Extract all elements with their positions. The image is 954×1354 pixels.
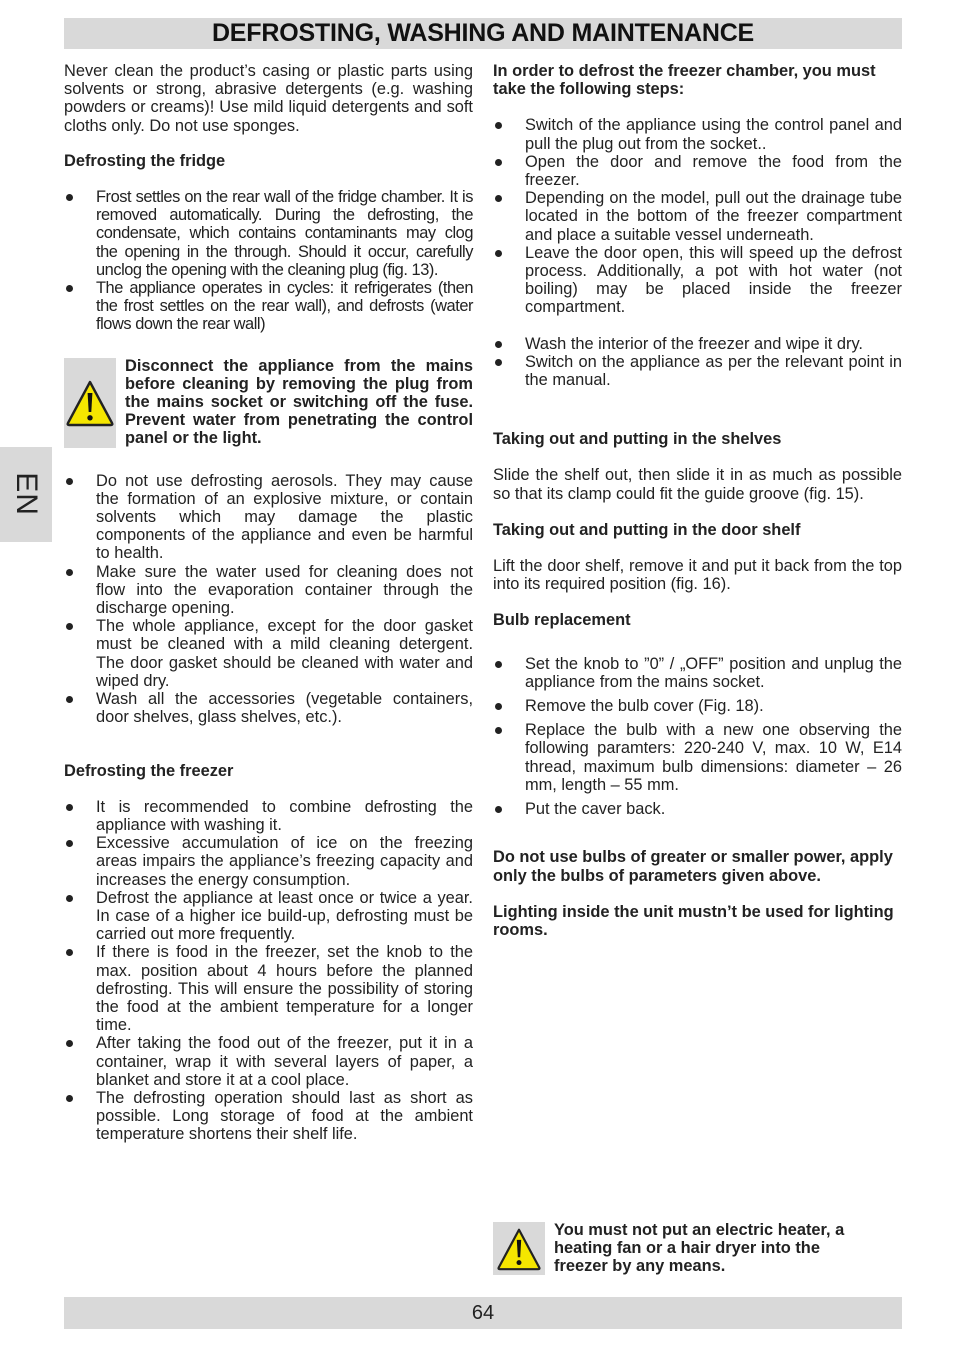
left-column xyxy=(64,62,473,1144)
freezer-heading: Defrosting the freezer xyxy=(64,761,234,780)
steps-intro: In order to defrost the freezer chamber, you must take the following steps: xyxy=(493,62,876,99)
language-label: EN xyxy=(10,472,44,517)
list-item: Excessive accumulation of ice on the freezing areas impairs the appliance’s freezing capacity and increases the energy consumption. xyxy=(64,834,473,889)
list-item: Defrost the appliance at least once or twice a year. In case of a higher ice build-up, defrosting must be carried out more frequently. xyxy=(64,889,473,944)
fridge-heading: Defrosting the fridge xyxy=(64,151,226,170)
defrost-steps-list-2 xyxy=(493,335,902,390)
defrost-steps-list xyxy=(493,116,902,316)
list-item: Wash all the accessories (vegetable containers, door shelves, glass shelves, etc.). xyxy=(64,690,473,726)
page-footer xyxy=(64,1297,902,1329)
intro-paragraph: Never clean the product’s casing or plastic parts using solvents or strong, abrasive detergents (e.g. washing powders or creams)! Use mild liquid detergents and soft cloths only. Do not use sponges. xyxy=(64,62,473,135)
list-item: Replace the bulb with a new one observing the following paramters: 220-240 V, max. 10 W, E14 thread, maximum bulb dimensions: diameter – 26 mm, length – 55 mm. xyxy=(493,721,902,794)
list-item: Put the caver back. xyxy=(493,800,902,818)
list-item: After taking the food out of the freezer, put it in a container, wrap it with several layers of paper, a blanket and store it at a cool place. xyxy=(64,1034,473,1089)
warning-triangle-icon xyxy=(496,1227,542,1271)
list-item: Depending on the model, pull out the drainage tube located in the bottom of the freezer compartment and place a suitable vessel underneath. xyxy=(493,189,902,244)
list-item: Make sure the water used for cleaning does not flow into the evaporation container through the discharge opening. xyxy=(64,563,473,618)
list-item: Do not use defrosting aerosols. They may cause the formation of an explosive mixture, or contain solvents which may damage the plastic components of the appliance and even be harmful to health. xyxy=(64,472,473,563)
list-item: Switch on the appliance as per the relevant point in the manual. xyxy=(493,353,902,389)
list-item: Open the door and remove the food from the freezer. xyxy=(493,153,902,189)
language-tab xyxy=(0,447,52,542)
page-header xyxy=(64,18,902,49)
warning-text: You must not put an electric heater, a heating fan or a hair dryer into the freezer by any means. xyxy=(554,1221,845,1276)
freezer-list xyxy=(64,798,473,1144)
list-item: Switch of the appliance using the control panel and pull the plug out from the socket.. xyxy=(493,116,902,152)
list-item: Frost settles on the rear wall of the fridge chamber. It is removed automatically. During the defrosting, the condensate, which contains contaminants may clog the opening in the through. Should it occur, carefully unclog the opening with the cleaning plug (fig. 13). xyxy=(64,188,473,279)
cleaning-list xyxy=(64,472,473,727)
list-item: It is recommended to combine defrosting the appliance with washing it. xyxy=(64,798,473,834)
door-shelf-heading: Taking out and putting in the door shelf xyxy=(493,520,801,539)
warning-box xyxy=(64,358,116,448)
heater-warning xyxy=(493,1222,902,1276)
right-column xyxy=(493,62,902,939)
list-item: The appliance operates in cycles: it refrigerates (then the frost settles on the rear wall), and defrosts (water flows down the rear wall) xyxy=(64,279,473,334)
warning-triangle-icon xyxy=(65,379,115,427)
list-item: The defrosting operation should last as short as possible. Long storage of food at the ambient temperature shortens their shelf life. xyxy=(64,1089,473,1144)
bulb-heading: Bulb replacement xyxy=(493,611,631,630)
page-title: DEFROSTING, WASHING AND MAINTENANCE xyxy=(211,19,755,47)
list-item: Set the knob to ”0” / „OFF” position and unplug the appliance from the mains socket. xyxy=(493,655,902,691)
list-item: Wash the interior of the freezer and wipe it dry. xyxy=(493,335,902,353)
door-shelf-text: Lift the door shelf, remove it and put it back from the top into its required position (fig. 16). xyxy=(493,557,902,594)
bulb-note-power: Do not use bulbs of greater or smaller power, apply only the bulbs of parameters given above. xyxy=(493,848,893,885)
list-item: The whole appliance, except for the door gasket must be cleaned with a mild cleaning detergent. The door gasket should be cleaned with water and wiped dry. xyxy=(64,617,473,690)
list-item: Leave the door open, this will speed up the defrost process. Additionally, a pot with hot water (not boiling) may be placed inside the freezer compartment. xyxy=(493,244,902,317)
bulb-note-lighting: Lighting inside the unit mustn’t be used for lighting rooms. xyxy=(493,902,894,939)
list-item: If there is food in the freezer, set the knob to the max. position about 4 hours before the planned defrosting. This will ensure the possibility of storing the food at the ambient temperature for a longer time. xyxy=(64,943,473,1034)
warning-box xyxy=(493,1222,545,1275)
list-item: Remove the bulb cover (Fig. 18). xyxy=(493,697,902,715)
shelves-text: Slide the shelf out, then slide it in as much as possible so that its clamp could fit the guide groove (fig. 15). xyxy=(493,466,902,503)
shelves-heading: Taking out and putting in the shelves xyxy=(493,430,782,449)
warning-text: Disconnect the appliance from the mains before cleaning by removing the plug from the mains socket or switching off the fuse. Prevent water from penetrating the control panel or the light. xyxy=(125,356,473,448)
fridge-list xyxy=(64,188,473,334)
bulb-list xyxy=(493,655,902,819)
page-number: 64 xyxy=(471,1302,495,1324)
disconnect-warning xyxy=(64,358,473,448)
